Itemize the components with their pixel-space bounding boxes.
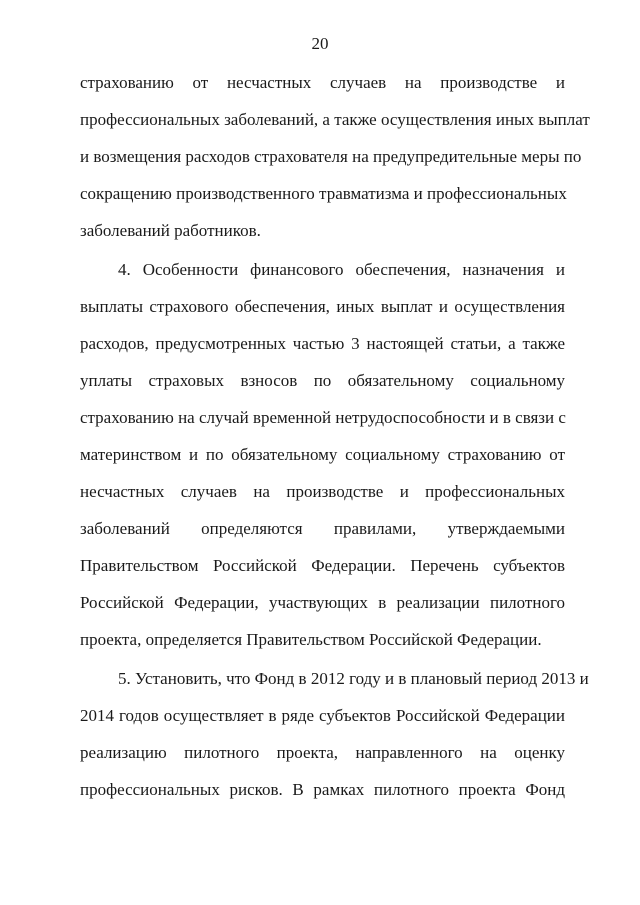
text-line: заболеваний работников. [80, 221, 261, 240]
text-line: 2014 годов осуществляет в ряде субъектов Российской Федерации [80, 706, 565, 725]
text-line: страхованию на случай временной нетрудоспособности и в связи с [80, 408, 566, 427]
page-number: 20 [311, 34, 329, 53]
text-line: расходов, предусмотренных частью 3 настоящей статьи, а также [80, 334, 565, 353]
paragraph-4-start: 4. Особенности финансового обеспечения, назначения и [118, 260, 565, 279]
text-line: заболеваний определяются правилами, утверждаемыми [80, 519, 565, 538]
text-line: выплаты страхового обеспечения, иных выплат и осуществления [80, 297, 565, 316]
text-line: сокращению производственного травматизма и профессиональных [80, 184, 567, 203]
paragraph-5-start: 5. Установить, что Фонд в 2012 году и в плановый период 2013 и [118, 669, 589, 688]
text-line: профессиональных заболеваний, а также осуществления иных выплат [80, 110, 590, 129]
text-line: профессиональных рисков. В рамках пилотного проекта Фонд [80, 780, 565, 799]
text-line: несчастных случаев на производстве и профессиональных [80, 482, 565, 501]
text-line: уплаты страховых взносов по обязательному социальному [80, 371, 565, 390]
text-line: проекта, определяется Правительством Российской Федерации. [80, 630, 542, 649]
text-line: реализацию пилотного проекта, направленного на оценку [80, 743, 565, 762]
text-line: Российской Федерации, участвующих в реализации пилотного [80, 593, 565, 612]
text-line: материнством и по обязательному социальному страхованию от [80, 445, 565, 464]
text-line: страхованию от несчастных случаев на производстве и [80, 73, 565, 92]
text-line: Правительством Российской Федерации. Перечень субъектов [80, 556, 565, 575]
text-line: и возмещения расходов страхователя на предупредительные меры по [80, 147, 582, 166]
